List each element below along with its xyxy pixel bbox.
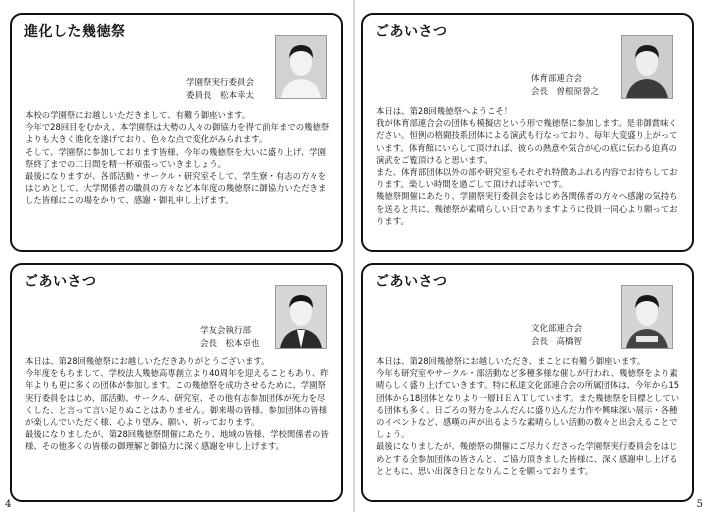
- signature-person: 会長 高橋智: [531, 337, 583, 347]
- greeting-box-student-council: [10, 263, 343, 502]
- portrait-photo: [621, 285, 673, 349]
- paragraph: 最後になりましたが、第28回幾徳祭開催にあたり、地域の皆様、学校関係者の皆様、その他多くの皆様の御理解と御協力に深く感謝を申し上げます。: [25, 429, 329, 452]
- section-title: ごあいさつ: [375, 24, 448, 40]
- paragraph: 今年も研究室やサークル・部活動など多種多様な催しが行われ、幾徳祭をより素晴らしく盛り上げていきます。特に私達文化部連合会の所属団体は、今年から15団体から18団体となりより一層ＨＥＡＴしています。また幾徳祭を目標としている団体も多く、日ごろの努力をふんだんに盛り込んだ力作や興味深い展示・各種のイベントなど、感嘆の声が出るような素晴らしい活動の数々と出会えることでしょう。: [376, 368, 680, 440]
- paragraph: 最後になりますが、各部活動・サークル・研究室そして、学生寮・有志の方々をはじめとして、大学関係者の職員の方々など本年度の幾徳祭に御協力いただきました皆様にこの場をかりて、感謝・御礼申し上げます。: [25, 171, 327, 206]
- page-number: 4: [5, 499, 12, 510]
- portrait-photo: [275, 285, 327, 349]
- paragraph: 本校の学園祭にお越しいただきまして、有難う御座います。: [25, 110, 251, 120]
- signature-person: 会長 曽根原誉之: [531, 87, 600, 97]
- signature: [186, 77, 254, 103]
- paragraph: 我が体育部連合会の団体も模擬店という形で幾徳祭に参加します。是非御賞味ください。恒例の格闘技系団体による演武も行なっており、毎年大変盛り上がっています。体育館にいらして頂ければ、彼らの熱意や気合が心の底に伝わる迫真の演武をご覧頂けると思います。: [376, 118, 678, 165]
- paragraph: そして、学園祭に参加しております皆様、今年の幾徳祭を大いに盛り上げ、学園祭終了までの二日間を精一杯頑張っていきましょう。: [25, 146, 326, 169]
- signature-org: 体育部連合会: [531, 74, 583, 84]
- paragraph: 幾徳祭開催にあたり、学園祭実行委員会をはじめ各関係者の方々へ感謝の気持ちを送ると共に、幾徳祭が素晴らしい日でありますように役員一同心より願っております。: [376, 191, 678, 226]
- section-title: ごあいさつ: [375, 274, 448, 290]
- signature: [531, 73, 599, 99]
- portrait-photo: [275, 35, 327, 99]
- paragraph: 本日は、第28回幾徳祭へようこそ！: [376, 106, 513, 116]
- signature-person: 会長 松本卓也: [200, 339, 260, 349]
- page-number: 5: [696, 499, 703, 510]
- paragraph: 本日は、第28回幾徳祭にお越しいただき、まことに有難う御座います。: [376, 356, 646, 366]
- paragraph: また、体育部団体以外の部や研究室もそれぞれ特徴あふれる内容でお待ちしております。楽しい時間を過ごして頂ければ幸いです。: [376, 167, 678, 190]
- portrait-photo: [621, 35, 673, 99]
- right-page: [355, 0, 709, 512]
- signature: [531, 323, 582, 349]
- greeting-body: [25, 355, 331, 453]
- paragraph: 本日は、第28回幾徳祭にお越しいただきありがとうございます。: [25, 356, 270, 366]
- section-title: ごあいさつ: [24, 274, 97, 290]
- signature-person: 委員長 松本幸太: [186, 91, 255, 101]
- paragraph: 今年で28回目をむかえ、本学園祭は大勢の人々の御協力を得て前年までの幾徳祭よりも大きく進化を遂げており、色々な点で変化がみられます。: [25, 122, 330, 145]
- greeting-body: [376, 105, 682, 227]
- paragraph: 最後になりましたが、幾徳祭の開催にご尽力くださった学園祭実行委員会をはじめとする全参加団体の皆さんと、ご協力頂きました皆様に、深く感謝申し上げるとともに、思い出深き日となりんことを願っております。: [376, 441, 678, 476]
- greeting-box-athletics: [361, 13, 694, 252]
- section-title: 進化した幾徳祭: [24, 24, 126, 40]
- signature-org: 学友会執行部: [200, 326, 252, 336]
- greeting-body: [25, 109, 331, 207]
- signature-org: 文化部連合会: [531, 324, 583, 334]
- paragraph: 今年度をもちまして、学校法人幾徳高専創立より40周年を迎えることもあり、昨年よりも更に多くの団体が参加します。この幾徳祭を成功させるために、学園祭実行委員をはじめ、部活動、サークル、研究室、その他有志参加団体が死力を尽くした、と言って言い足りぬことはありません。御来場の皆様、参加団体の皆様が楽しんでいただく様、心より望み、願い、祈っております。: [25, 368, 329, 428]
- greeting-box-culture: [361, 263, 694, 502]
- signature: [200, 325, 260, 351]
- greeting-body: [376, 355, 682, 477]
- greeting-box-festival-committee: [10, 13, 343, 252]
- signature-org: 学園祭実行委員会: [186, 78, 255, 88]
- left-page: [0, 0, 354, 512]
